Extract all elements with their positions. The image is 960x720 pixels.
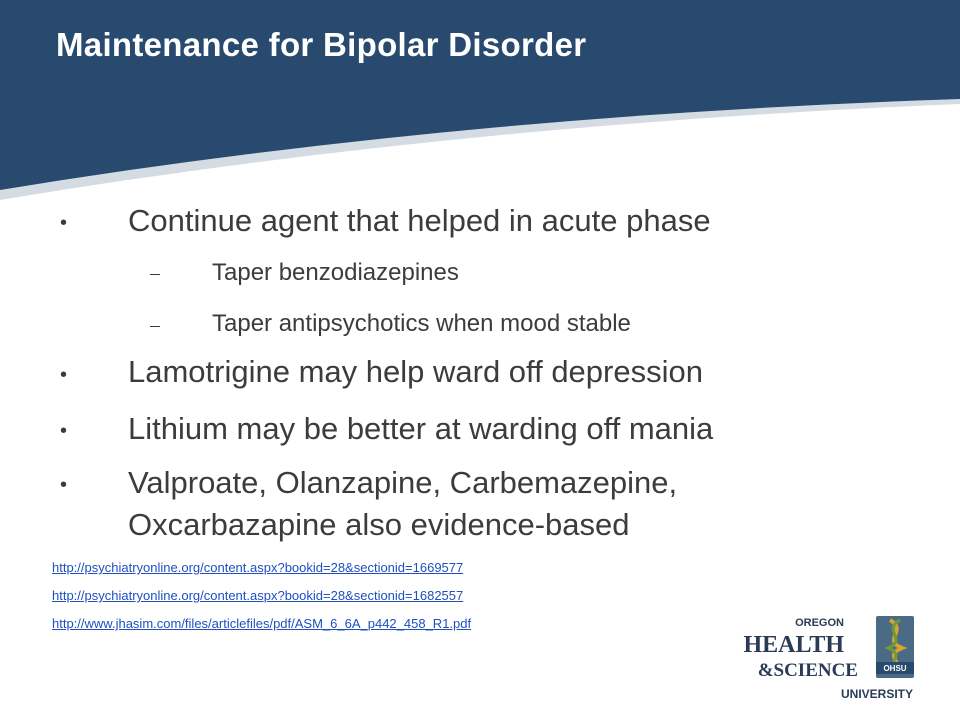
- dash-marker: [150, 274, 160, 275]
- bullet-marker: •: [60, 474, 68, 496]
- logo-text-health: HEALTH: [743, 632, 844, 658]
- logo-text-university: UNIVERSITY: [840, 687, 913, 701]
- bullet-item-line-1: Valproate, Olanzapine, Carbemazepine,: [128, 465, 678, 500]
- logo-text-science: &SCIENCE: [757, 660, 858, 681]
- bullet-marker: •: [60, 364, 68, 386]
- logo-text-oregon: OREGON: [795, 617, 844, 629]
- ohsu-logo: [743, 612, 928, 704]
- bullet-marker: •: [60, 212, 68, 234]
- sub-bullet-item: Taper benzodiazepines: [212, 259, 459, 286]
- reference-link-1[interactable]: http://psychiatryonline.org/content.aspx?bookid=28&sectionid=1669577: [52, 560, 464, 575]
- reference-link-2[interactable]: http://psychiatryonline.org/content.aspx?bookid=28&sectionid=1682557: [52, 588, 464, 603]
- bullet-marker: •: [60, 420, 68, 442]
- sub-bullet-item: Taper antipsychotics when mood stable: [212, 310, 631, 337]
- bullet-item-line-2: Oxcarbazapine also evidence-based: [128, 507, 630, 542]
- logo-badge-text: OHSU: [883, 664, 907, 673]
- slide-title: Maintenance for Bipolar Disorder: [56, 26, 587, 63]
- bullet-item: Continue agent that helped in acute phase: [128, 203, 711, 238]
- reference-link-3[interactable]: http://www.jhasim.com/files/articlefiles/pdf/ASM_6_6A_p442_458_R1.pdf: [52, 616, 472, 631]
- dash-marker: [150, 326, 160, 327]
- reference-links: [52, 560, 471, 644]
- bullet-item: Lamotrigine may help ward off depression: [128, 354, 703, 389]
- bullet-item: Lithium may be better at warding off mania: [128, 411, 714, 446]
